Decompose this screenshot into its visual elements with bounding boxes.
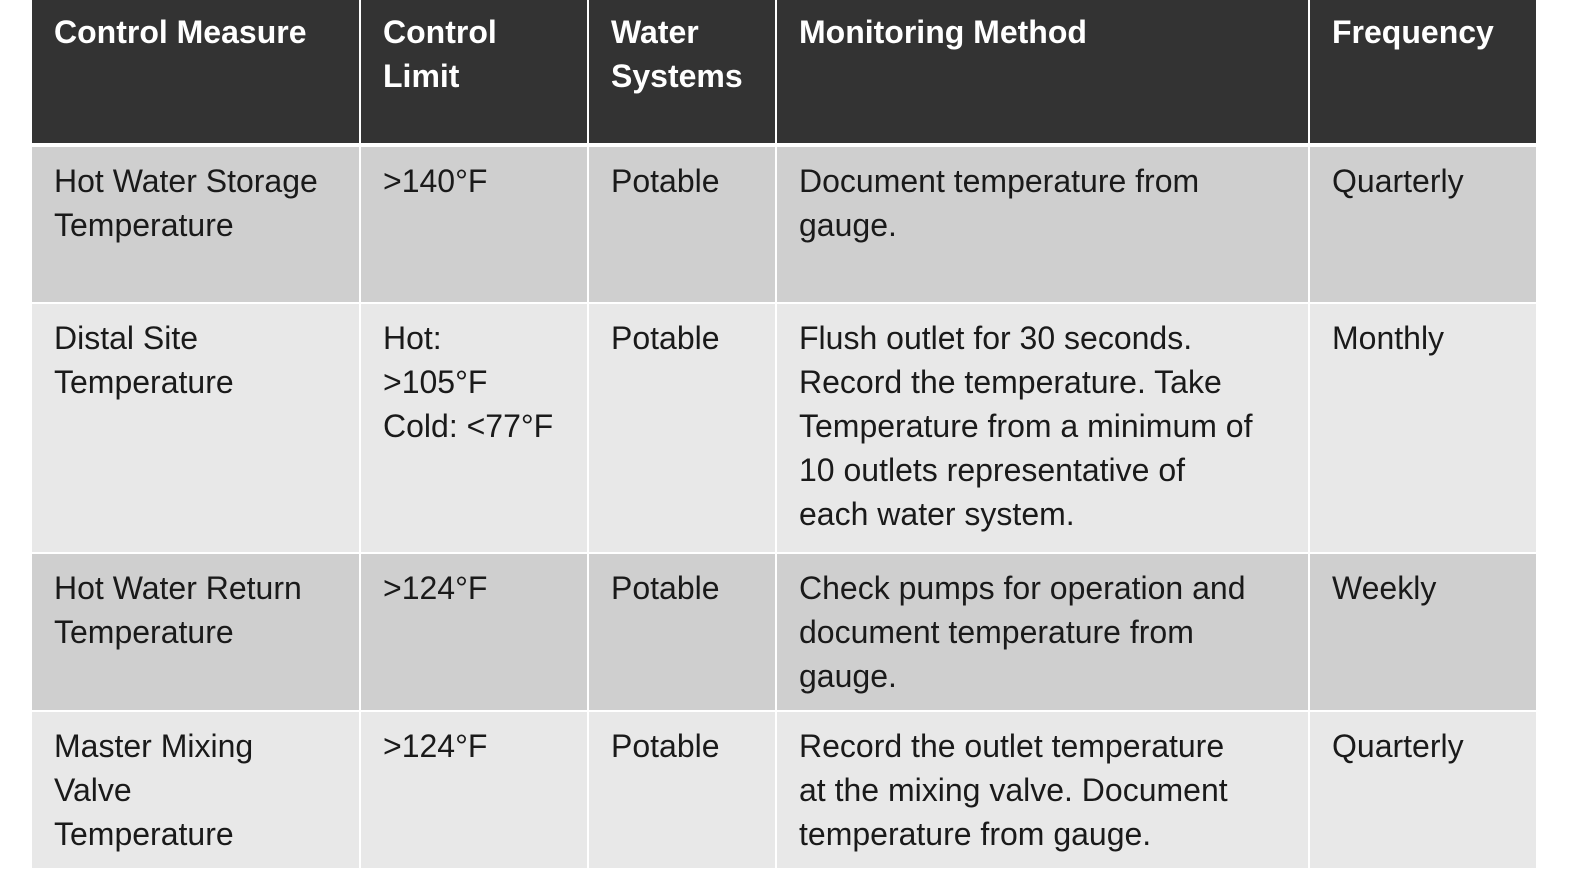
cell-frequency: Monthly xyxy=(1309,303,1536,553)
cell-water-systems: Potable xyxy=(588,303,776,553)
table-header-row xyxy=(32,0,1536,145)
cell-line: Cold: <77°F xyxy=(383,408,554,444)
cell-line: Check pumps for operation and xyxy=(799,570,1246,606)
cell-line: Temperature xyxy=(54,364,234,400)
cell-control-limit xyxy=(360,711,588,869)
cell-line: 10 outlets representative of xyxy=(799,452,1186,488)
cell-line: >105°F xyxy=(383,364,488,400)
header-control-measure xyxy=(32,0,360,145)
cell-line: Temperature from a minimum of xyxy=(799,408,1253,444)
header-line: Water xyxy=(611,14,699,50)
cell-monitoring-method xyxy=(776,303,1309,553)
cell-line: Temperature xyxy=(54,614,234,650)
header-monitoring-method xyxy=(776,0,1309,145)
header-line: Monitoring Method xyxy=(799,14,1087,50)
cell-water-systems: Potable xyxy=(588,145,776,303)
cell-line: >140°F xyxy=(383,163,488,199)
cell-monitoring-method xyxy=(776,553,1309,711)
cell-monitoring-method xyxy=(776,145,1309,303)
cell-line: Record the outlet temperature xyxy=(799,728,1225,764)
cell-line: Hot Water Return xyxy=(54,570,302,606)
cell-control-limit xyxy=(360,145,588,303)
cell-water-systems: Potable xyxy=(588,553,776,711)
cell-control-measure xyxy=(32,145,360,303)
table-row xyxy=(32,145,1536,303)
cell-frequency: Weekly xyxy=(1309,553,1536,711)
header-line: Frequency xyxy=(1332,14,1494,50)
cell-frequency: Quarterly xyxy=(1309,711,1536,869)
cell-line: Valve xyxy=(54,772,132,808)
cell-line: Hot: xyxy=(383,320,442,356)
cell-water-systems: Potable xyxy=(588,711,776,869)
header-line: Control Measure xyxy=(54,14,307,50)
cell-line: Master Mixing xyxy=(54,728,254,764)
cell-line: Hot Water Storage xyxy=(54,163,318,199)
control-measures-table xyxy=(32,0,1536,870)
cell-line: Record the temperature. Take xyxy=(799,364,1222,400)
cell-line: Temperature xyxy=(54,207,234,243)
cell-control-limit xyxy=(360,303,588,553)
cell-line: Flush outlet for 30 seconds. xyxy=(799,320,1193,356)
cell-line: at the mixing valve. Document xyxy=(799,772,1228,808)
header-control-limit xyxy=(360,0,588,145)
cell-line: >124°F xyxy=(383,570,488,606)
header-water-systems xyxy=(588,0,776,145)
cell-frequency: Quarterly xyxy=(1309,145,1536,303)
cell-line: document temperature from xyxy=(799,614,1194,650)
control-measures-table-container xyxy=(32,0,1536,870)
cell-line: gauge. xyxy=(799,658,897,694)
header-line: Limit xyxy=(383,58,460,94)
header-line: Systems xyxy=(611,58,743,94)
header-frequency xyxy=(1309,0,1536,145)
header-line: Control xyxy=(383,14,497,50)
cell-monitoring-method xyxy=(776,711,1309,869)
table-row xyxy=(32,711,1536,869)
cell-line: temperature from gauge. xyxy=(799,816,1152,852)
cell-line: >124°F xyxy=(383,728,488,764)
cell-control-measure xyxy=(32,303,360,553)
cell-control-measure xyxy=(32,711,360,869)
cell-line: each water system. xyxy=(799,496,1075,532)
cell-control-measure xyxy=(32,553,360,711)
cell-line: gauge. xyxy=(799,207,897,243)
cell-line: Temperature xyxy=(54,816,234,852)
cell-line: Document temperature from xyxy=(799,163,1200,199)
cell-line: Distal Site xyxy=(54,320,199,356)
table-row xyxy=(32,553,1536,711)
cell-control-limit xyxy=(360,553,588,711)
table-row xyxy=(32,303,1536,553)
